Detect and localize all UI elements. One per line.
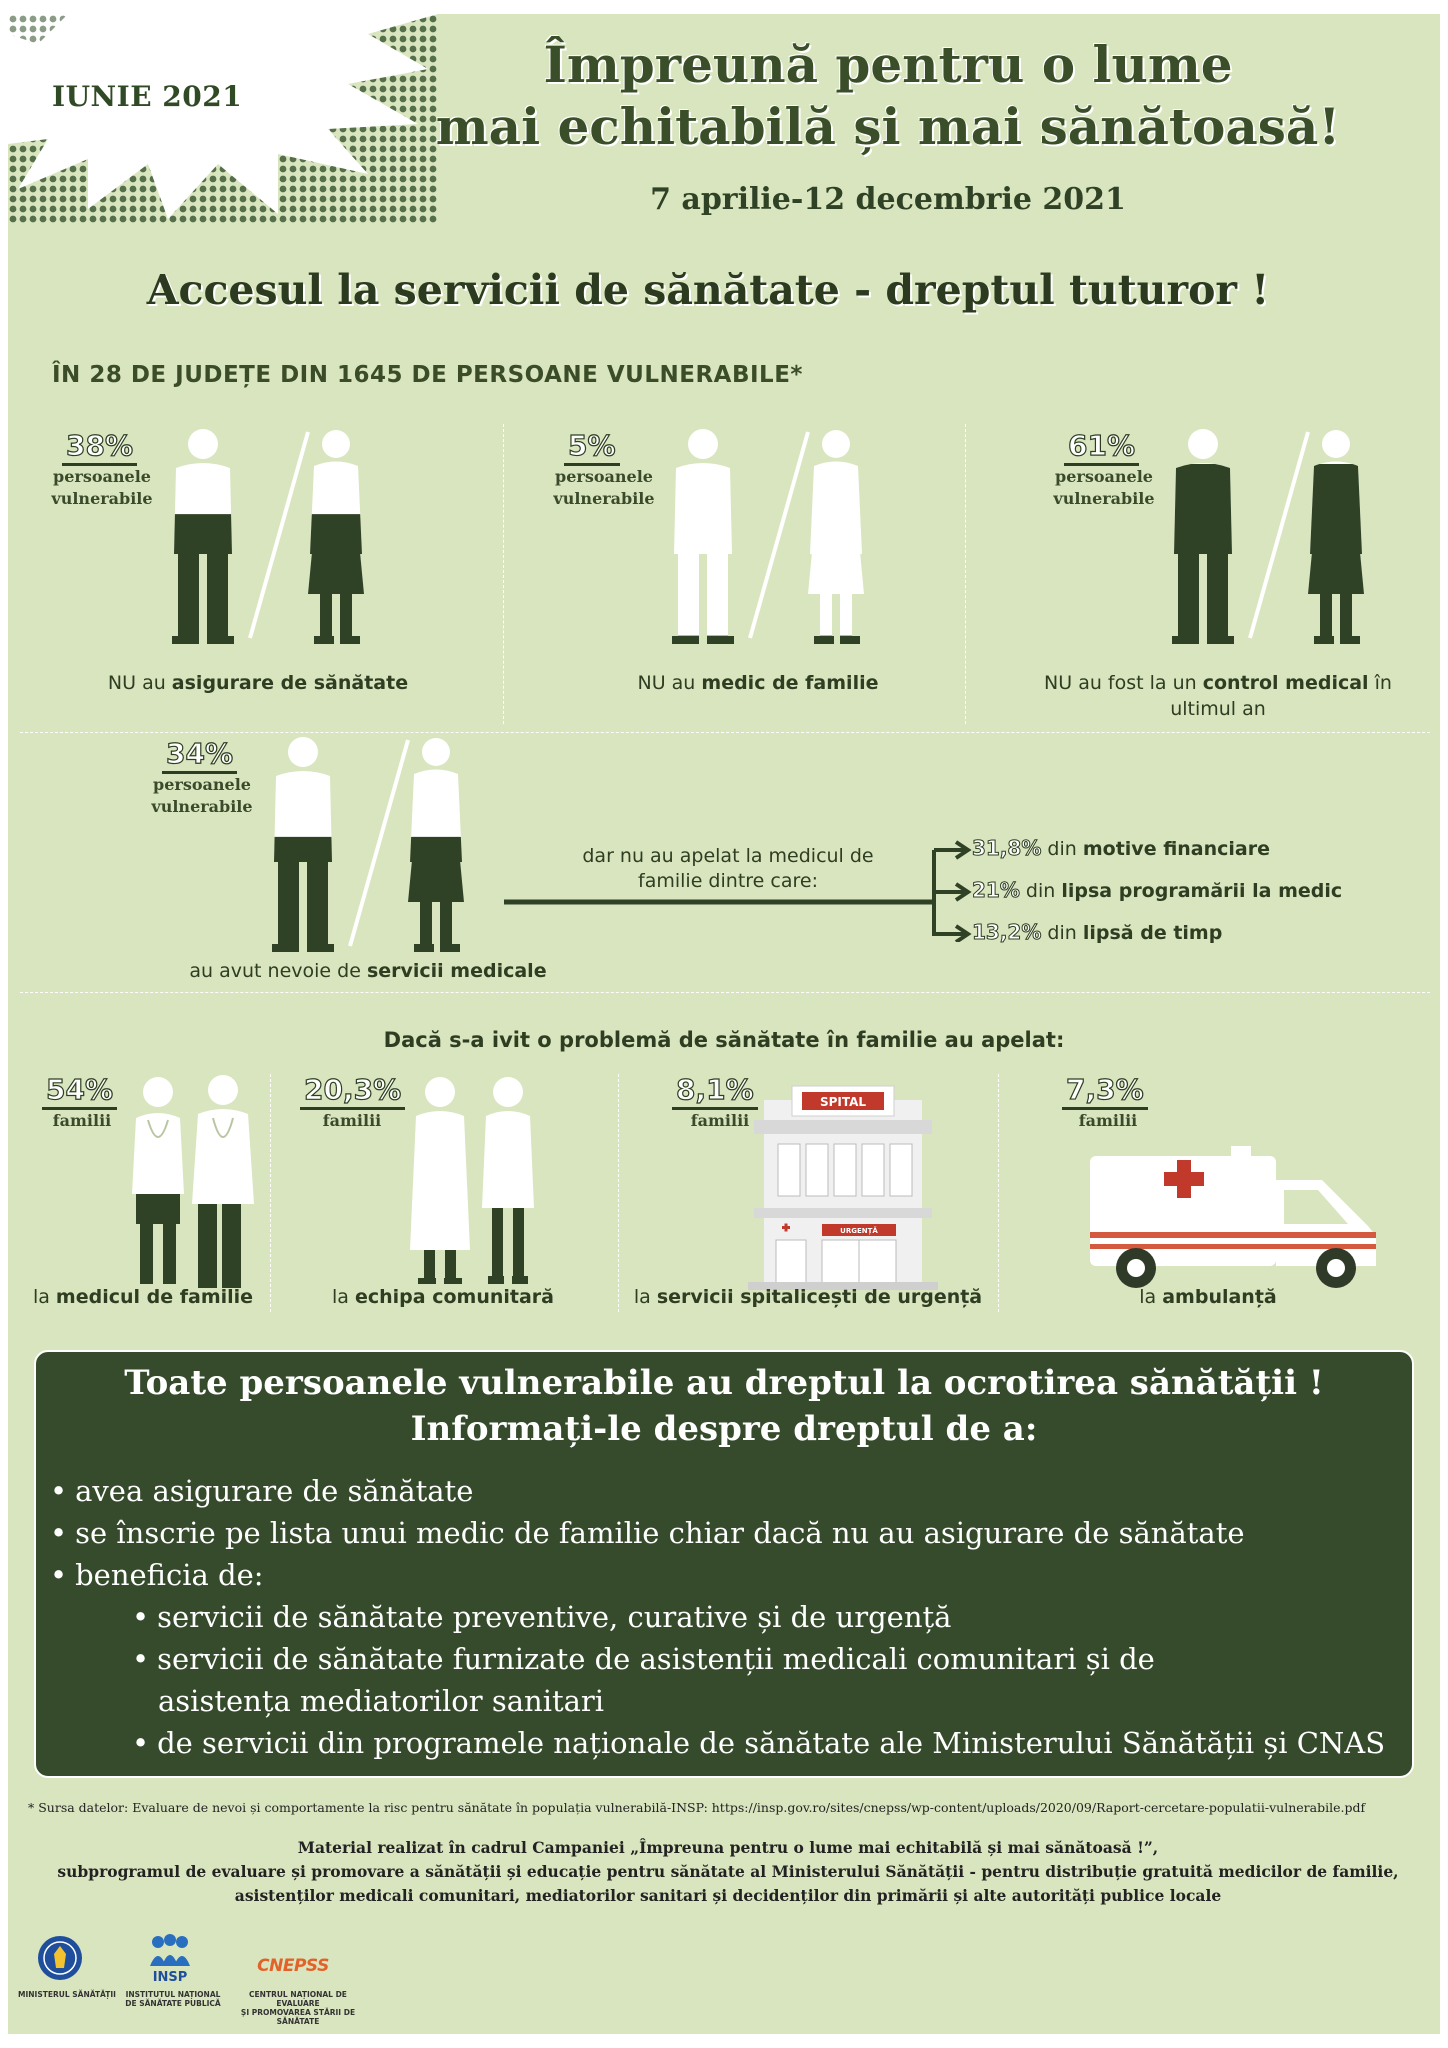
title-line-2: mai echitabilă și mai sănătoasă! bbox=[435, 97, 1341, 156]
list-item: • avea asigurare de sănătate bbox=[50, 1474, 474, 1508]
poster bbox=[8, 14, 1440, 2034]
ambulance-icon bbox=[1086, 1140, 1386, 1290]
title-line-1: Împreună pentru o lume bbox=[543, 35, 1233, 94]
couple-figure bbox=[258, 732, 498, 962]
family-percent: 20,3% bbox=[300, 1074, 405, 1110]
cnepss-logo-text: CENTRUL NAȚIONAL DE EVALUARE ȘI PROMOVAREA STĂRII DE SĂNĂTATE bbox=[240, 1990, 356, 2026]
slash-divider bbox=[1250, 432, 1308, 638]
ministry-logo-text: MINISTERUL SĂNĂTĂȚII bbox=[18, 1990, 116, 1999]
stat-label: persoanele vulnerabile bbox=[51, 467, 153, 508]
divider bbox=[503, 424, 504, 724]
family-percent: 7,3% bbox=[1062, 1074, 1148, 1110]
slash-divider bbox=[750, 432, 808, 638]
stat-caption: au avut nevoie de servicii medicale bbox=[189, 960, 547, 982]
rights-list bbox=[36, 1470, 1412, 1764]
stat-caption: NU au asigurare de sănătate bbox=[107, 672, 409, 694]
section-subtitle: Accesul la servicii de sănătate - dreptul tuturor ! bbox=[146, 266, 1270, 314]
stat-caption: NU au medic de familie bbox=[637, 672, 879, 694]
list-item: • beneficia de: bbox=[50, 1558, 264, 1592]
main-title bbox=[368, 34, 1408, 158]
campaign-credit: Material realizat în cadrul Campaniei „Împreuna pentru o lume mai echitabilă și mai sănătoasă !”, subprogramul de evaluare și promovare a sănătății și educație pentru sănătate al Ministerului Sănătății - pentru distribuție gratuită medicilor de familie, asistenților medicali comunitari, mediatorilor sanitari și decidenților din primării și alte autorități publice locale bbox=[57, 1838, 1399, 1905]
couple-figure bbox=[658, 424, 898, 654]
stat-label: persoanele vulnerabile bbox=[553, 467, 655, 508]
stat-caption: NU au fost la un control medical în ultimul an bbox=[1044, 672, 1392, 720]
family-caption: la ambulanță bbox=[1139, 1286, 1277, 1308]
list-item: • se înscrie pe lista unui medic de familie chiar dacă nu au asigurare de sănătate bbox=[50, 1516, 1245, 1550]
stat-label: persoanele vulnerabile bbox=[151, 775, 253, 816]
list-subitem: • servicii de sănătate furnizate de asistenții medicali comunitari și de bbox=[132, 1642, 1155, 1676]
list-subitem-cont: asistența mediatorilor sanitari bbox=[158, 1684, 605, 1718]
doctors-icon bbox=[118, 1074, 268, 1296]
cnepss-logo: CNEPSS bbox=[257, 1956, 329, 1976]
insp-logo-text: INSTITUTUL NAȚIONAL DE SĂNĂTATE PUBLICĂ bbox=[125, 1990, 221, 2008]
reason-financial: 31,8% din motive financiare bbox=[972, 836, 1271, 860]
family-percent: 8,1% bbox=[672, 1074, 758, 1110]
female-figure bbox=[172, 429, 364, 644]
source-note: * Sursa datelor: Evaluare de nevoi și comportamente la risc pentru sănătate în populația vulnerabilă-INSP: https://insp.gov.ro/sites/cnepss/wp-content/uploads/2020/09/Raport-cercetare-populatii-vulnerabile.pdf bbox=[28, 1800, 1366, 1815]
stat-percent: 61% bbox=[1064, 430, 1139, 466]
rights-panel bbox=[34, 1350, 1414, 1778]
reason-time: 13,2% din lipsă de timp bbox=[972, 920, 1223, 944]
divider bbox=[618, 1074, 619, 1312]
community-team-icon bbox=[398, 1074, 548, 1296]
mid-text: dar nu au apelat la medicul de familie dintre care: bbox=[582, 845, 874, 892]
male-figure bbox=[672, 429, 864, 644]
slash-divider bbox=[350, 740, 408, 946]
divider bbox=[270, 1074, 271, 1312]
hospital-sign: SPITAL bbox=[819, 1095, 867, 1109]
family-label: familii bbox=[322, 1111, 382, 1130]
campaign-dates: 7 aprilie-12 decembrie 2021 bbox=[650, 182, 1126, 217]
family-label: familii bbox=[690, 1111, 750, 1130]
family-title: Dacă s-a ivit o problemă de sănătate în familie au apelat: bbox=[383, 1028, 1065, 1052]
family-label: familii bbox=[1078, 1111, 1138, 1130]
emergency-sign: URGENȚĂ bbox=[840, 1227, 878, 1235]
stat-label: persoanele vulnerabile bbox=[1053, 467, 1155, 508]
slash-divider bbox=[250, 432, 308, 638]
branch-arrows bbox=[504, 832, 974, 942]
divider bbox=[998, 1074, 999, 1312]
family-caption: la servicii spitalicești de urgență bbox=[633, 1286, 983, 1308]
divider bbox=[20, 992, 1430, 993]
list-subitem: • de servicii din programele naționale de sănătate ale Ministerului Sănătății și CNAS bbox=[132, 1726, 1386, 1760]
female-figure bbox=[272, 737, 464, 952]
family-percent: 54% bbox=[42, 1074, 117, 1110]
reason-appointment: 21% din lipsa programării la medic bbox=[972, 878, 1343, 902]
hospital-icon bbox=[748, 1080, 938, 1290]
couple-figure bbox=[158, 424, 398, 654]
month-label: IUNIE 2021 bbox=[52, 80, 243, 113]
stat-percent: 5% bbox=[564, 430, 620, 466]
insp-mark: INSP bbox=[152, 1970, 188, 1985]
female-figure bbox=[1172, 429, 1364, 644]
stat-heading: ÎN 28 DE JUDEȚE DIN 1645 DE PERSOANE VULNERABILE* bbox=[52, 362, 803, 388]
divider bbox=[20, 732, 1430, 733]
family-caption: la medicul de familie bbox=[32, 1286, 254, 1308]
family-label: familii bbox=[52, 1111, 112, 1130]
stat-percent: 34% bbox=[162, 738, 237, 774]
family-caption: la echipa comunitară bbox=[332, 1286, 554, 1308]
couple-figure bbox=[1158, 424, 1398, 654]
stat-percent: 38% bbox=[62, 430, 137, 466]
ministry-logo bbox=[36, 1934, 84, 1982]
rights-heading: Toate persoanele vulnerabile au dreptul la ocrotirea sănătății ! Informați-le despre dreptul de a: bbox=[124, 1363, 1324, 1449]
list-subitem: • servicii de sănătate preventive, curative și de urgență bbox=[132, 1600, 952, 1634]
